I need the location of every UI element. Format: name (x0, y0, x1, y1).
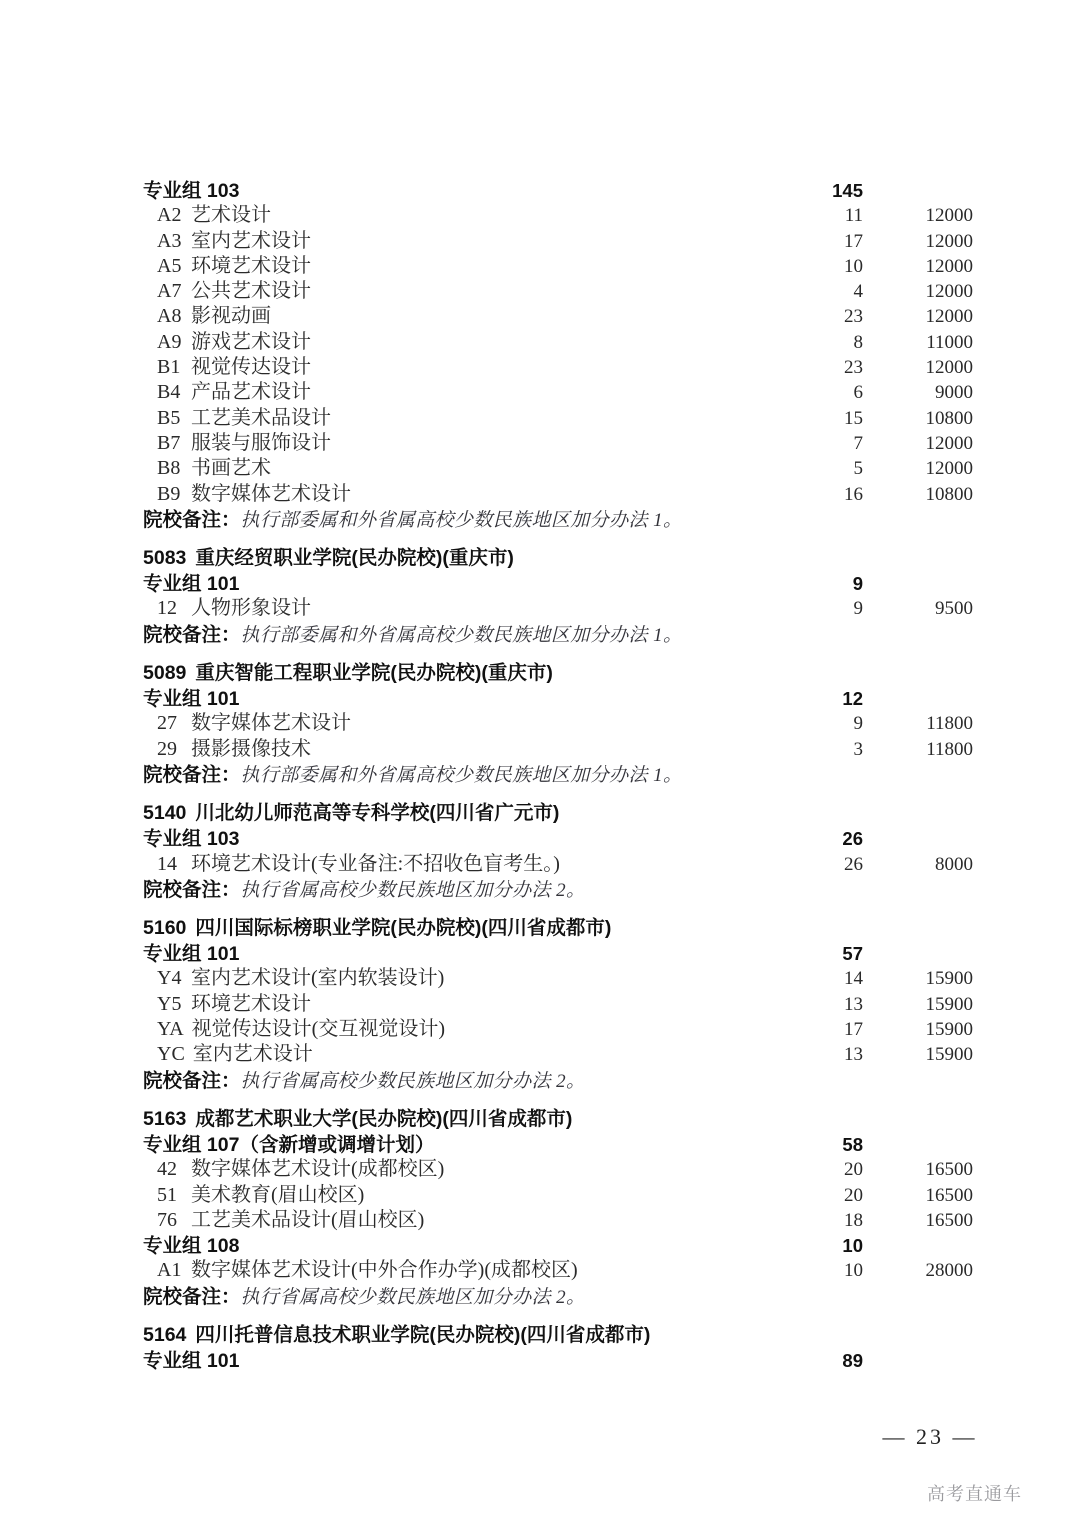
major-count: 10 (844, 1260, 863, 1282)
major-code: A9 (157, 330, 182, 353)
major-label (143, 456, 767, 481)
major-fee: 12000 (925, 458, 973, 480)
school-header (143, 1323, 767, 1348)
major-count: 20 (844, 1184, 863, 1206)
major-code: A5 (157, 254, 182, 277)
school-note (143, 622, 767, 650)
major-row (143, 304, 973, 329)
major-fee: 12000 (925, 432, 973, 454)
major-code: A1 (157, 1259, 182, 1282)
major-fee: 9500 (935, 598, 973, 620)
major-fee: 9000 (935, 382, 973, 404)
major-row (143, 355, 973, 380)
major-name: 摄影摄像技术 (191, 737, 311, 760)
major-row (143, 279, 973, 304)
page-number-footer (0, 1424, 1080, 1450)
major-label (143, 711, 767, 736)
school-code: 5089 (143, 661, 187, 684)
major-code: A2 (157, 204, 182, 227)
major-code: A7 (157, 280, 182, 303)
school-note-text: 执行部委属和外省属高校少数民族地区加分办法 1。 (240, 509, 683, 531)
major-row (143, 1157, 973, 1182)
major-row (143, 711, 973, 736)
major-code: B8 (157, 457, 181, 480)
major-row (143, 1183, 973, 1208)
major-name: 数字媒体艺术设计(中外合作办学)(成都校区) (191, 1259, 578, 1282)
major-row (143, 1042, 973, 1067)
major-row (143, 203, 973, 228)
major-label (143, 1258, 767, 1283)
school-note-label: 院校备注： (143, 508, 241, 531)
major-name: 视觉传达设计 (191, 356, 311, 379)
major-fee: 12000 (925, 230, 973, 252)
major-group-label: 专业组 107（含新增或调增计划） (143, 1133, 435, 1156)
major-count: 18 (844, 1209, 863, 1231)
major-fee: 15900 (925, 1044, 973, 1066)
major-fee: 16500 (925, 1209, 973, 1231)
major-code: YC (157, 1043, 185, 1066)
major-name: 环境艺术设计(专业备注:不招收色盲考生。) (191, 852, 560, 875)
major-row (143, 482, 973, 507)
major-count: 17 (844, 1019, 863, 1041)
major-count: 23 (844, 357, 863, 379)
major-code: 14 (157, 852, 177, 875)
major-fee: 28000 (925, 1260, 973, 1282)
school-name: 重庆经贸职业学院(民办院校)(重庆市) (195, 546, 514, 569)
major-code: 27 (157, 712, 177, 735)
major-label (143, 1042, 767, 1067)
major-label (143, 279, 767, 304)
school-header-row (143, 801, 973, 826)
major-count: 26 (844, 853, 863, 875)
major-group-row (143, 941, 973, 966)
major-fee: 12000 (925, 306, 973, 328)
major-label (143, 966, 767, 991)
school-note-label: 院校备注： (143, 763, 241, 786)
major-group-row (143, 1233, 973, 1258)
major-code: Y5 (157, 992, 182, 1015)
school-header-row (143, 916, 973, 941)
major-row (143, 596, 973, 621)
major-name: 环境艺术设计 (191, 254, 311, 277)
major-code: A3 (157, 229, 182, 252)
major-label (143, 737, 767, 762)
major-code: 76 (157, 1208, 177, 1231)
major-code: B4 (157, 381, 181, 404)
school-note (143, 877, 767, 905)
major-count: 9 (853, 713, 863, 735)
school-header (143, 801, 767, 826)
school-note-row (143, 507, 973, 533)
school-name: 成都艺术职业大学(民办院校)(四川省成都市) (195, 1107, 573, 1130)
watermark: 高考直通车 (927, 1484, 1022, 1504)
major-label (143, 254, 767, 279)
school-note-text: 执行省属高校少数民族地区加分办法 2。 (240, 1286, 586, 1308)
plan-listing (143, 178, 973, 1373)
major-fee: 11800 (926, 713, 973, 735)
major-fee: 10800 (925, 407, 973, 429)
major-row (143, 456, 973, 481)
major-code: YA (157, 1018, 184, 1041)
major-label (143, 852, 767, 877)
major-label (143, 1183, 767, 1208)
school-header (143, 546, 767, 571)
major-fee: 11000 (926, 331, 973, 353)
major-code: B5 (157, 406, 181, 429)
school-note-label: 院校备注： (143, 623, 241, 646)
major-fee: 16500 (925, 1184, 973, 1206)
major-row (143, 1017, 973, 1042)
school-note-text: 执行部委属和外省属高校少数民族地区加分办法 1。 (240, 624, 683, 646)
school-note-row (143, 877, 973, 903)
major-group-total: 57 (842, 943, 863, 965)
major-fee: 15900 (925, 993, 973, 1015)
major-group-total: 145 (832, 180, 863, 201)
major-label (143, 992, 767, 1017)
major-label (143, 431, 767, 456)
major-count: 11 (844, 205, 863, 227)
major-count: 23 (844, 306, 863, 328)
major-row (143, 1208, 973, 1233)
school-note-row (143, 762, 973, 788)
major-group-total: 9 (852, 573, 863, 595)
major-code: B7 (157, 431, 181, 454)
major-group-label: 专业组 101 (143, 943, 240, 966)
major-fee: 15900 (925, 968, 973, 990)
major-name: 数字媒体艺术设计(成都校区) (191, 1158, 445, 1181)
school-header-row (143, 1323, 973, 1348)
school-note-label: 院校备注： (143, 1069, 241, 1092)
major-count: 8 (853, 331, 863, 353)
major-fee: 12000 (925, 357, 973, 379)
major-name: 公共艺术设计 (191, 280, 311, 303)
major-count: 6 (853, 382, 863, 404)
school-note (143, 1284, 767, 1312)
major-count: 13 (844, 1044, 863, 1066)
major-group-total: 10 (842, 1235, 863, 1257)
major-label (143, 380, 767, 405)
major-label (143, 203, 767, 228)
major-group-label: 专业组 103 (143, 828, 240, 851)
major-count: 14 (844, 968, 863, 990)
school-note (143, 507, 767, 535)
school-name: 四川国际标榜职业学院(民办院校)(四川省成都市) (195, 916, 612, 939)
major-group-label: 专业组 108 (143, 1235, 240, 1258)
major-group-row (143, 686, 973, 711)
major-name: 美术教育(眉山校区) (191, 1183, 365, 1206)
school-name: 重庆智能工程职业学院(民办院校)(重庆市) (195, 661, 553, 684)
school-header (143, 1107, 767, 1132)
major-code: Y4 (157, 967, 182, 990)
major-label (143, 1017, 767, 1042)
major-code: 12 (157, 597, 177, 620)
major-name: 环境艺术设计 (191, 992, 311, 1015)
major-count: 15 (844, 407, 863, 429)
major-fee: 10800 (925, 483, 973, 505)
school-header-row (143, 546, 973, 571)
major-row (143, 406, 973, 431)
major-name: 工艺美术品设计 (191, 406, 331, 429)
school-note (143, 762, 767, 790)
major-count: 16 (844, 483, 863, 505)
school-code: 5140 (143, 801, 187, 824)
major-label (143, 596, 767, 621)
major-fee: 11800 (926, 738, 973, 760)
school-name: 四川托普信息技术职业学院(民办院校)(四川省成都市) (195, 1323, 651, 1346)
major-name: 室内艺术设计 (192, 1043, 313, 1066)
major-group-row (143, 178, 973, 203)
school-code: 5164 (143, 1323, 187, 1346)
major-group-total: 12 (842, 688, 863, 710)
school-header (143, 661, 767, 686)
major-row (143, 229, 973, 254)
major-name: 室内艺术设计 (191, 229, 311, 252)
major-group-row (143, 1132, 973, 1157)
major-label (143, 1157, 767, 1182)
school-header (143, 916, 767, 941)
major-name: 数字媒体艺术设计 (191, 712, 351, 735)
major-group-total: 26 (842, 828, 863, 850)
school-note-row (143, 1068, 973, 1094)
major-row (143, 254, 973, 279)
major-count: 7 (853, 432, 863, 454)
major-count: 17 (844, 230, 863, 252)
major-label (143, 330, 767, 355)
major-group-total: 58 (842, 1133, 863, 1155)
major-group-row (143, 571, 973, 596)
major-label (143, 304, 767, 329)
school-code: 5083 (143, 546, 187, 569)
major-name: 视觉传达设计(交互视觉设计) (191, 1018, 445, 1041)
major-name: 工艺美术品设计(眉山校区) (191, 1208, 425, 1231)
major-group-row (143, 1348, 973, 1373)
major-name: 人物形象设计 (191, 597, 311, 620)
major-code: A8 (157, 305, 182, 328)
major-code: B9 (157, 482, 181, 505)
major-name: 游戏艺术设计 (191, 330, 311, 353)
major-label (143, 229, 767, 254)
school-note-text: 执行省属高校少数民族地区加分办法 2。 (240, 879, 586, 901)
school-code: 5160 (143, 916, 187, 939)
major-code: 42 (157, 1158, 177, 1181)
major-fee: 15900 (925, 1019, 973, 1041)
major-row (143, 1258, 973, 1283)
school-note-text: 执行部委属和外省属高校少数民族地区加分办法 1。 (240, 764, 683, 786)
major-count: 20 (844, 1159, 863, 1181)
major-row (143, 992, 973, 1017)
major-group-row (143, 826, 973, 851)
major-count: 9 (853, 598, 863, 620)
school-note-row (143, 1284, 973, 1310)
major-row (143, 431, 973, 456)
major-code: 29 (157, 737, 177, 760)
major-row (143, 737, 973, 762)
major-count: 4 (853, 281, 863, 303)
major-fee: 8000 (935, 853, 973, 875)
major-row (143, 330, 973, 355)
major-name: 数字媒体艺术设计 (191, 482, 351, 505)
school-code: 5163 (143, 1107, 187, 1130)
major-fee: 12000 (925, 281, 973, 303)
major-fee: 12000 (925, 205, 973, 227)
major-label (143, 355, 767, 380)
school-header-row (143, 1107, 973, 1132)
major-row (143, 852, 973, 877)
page-number: — 23 — (882, 1424, 978, 1449)
major-code: 51 (157, 1183, 177, 1206)
major-group-label: 专业组 101 (143, 688, 240, 711)
major-row (143, 380, 973, 405)
major-group-label: 专业组 103 (143, 180, 240, 202)
major-count: 3 (853, 738, 863, 760)
major-name: 产品艺术设计 (191, 381, 311, 404)
major-group-label: 专业组 101 (143, 1349, 240, 1372)
school-note (143, 1068, 767, 1096)
major-name: 艺术设计 (191, 204, 271, 227)
major-label (143, 1208, 767, 1233)
major-count: 10 (844, 255, 863, 277)
school-name: 川北幼儿师范高等专科学校(四川省广元市) (195, 801, 560, 824)
major-row (143, 966, 973, 991)
major-group-label: 专业组 101 (143, 573, 240, 596)
school-header-row (143, 661, 973, 686)
school-note-label: 院校备注： (143, 878, 241, 901)
major-fee: 16500 (925, 1159, 973, 1181)
major-label (143, 482, 767, 507)
major-name: 服装与服饰设计 (191, 431, 331, 454)
major-fee: 12000 (925, 255, 973, 277)
major-label (143, 406, 767, 431)
major-name: 书画艺术 (191, 457, 271, 480)
major-code: B1 (157, 356, 181, 379)
major-group-total: 89 (842, 1349, 863, 1371)
major-count: 13 (844, 993, 863, 1015)
school-note-label: 院校备注： (143, 1285, 241, 1308)
major-name: 室内艺术设计(室内软装设计) (191, 967, 445, 990)
major-count: 5 (853, 458, 863, 480)
school-note-row (143, 622, 973, 648)
major-name: 影视动画 (191, 305, 271, 328)
school-note-text: 执行省属高校少数民族地区加分办法 2。 (240, 1070, 586, 1092)
